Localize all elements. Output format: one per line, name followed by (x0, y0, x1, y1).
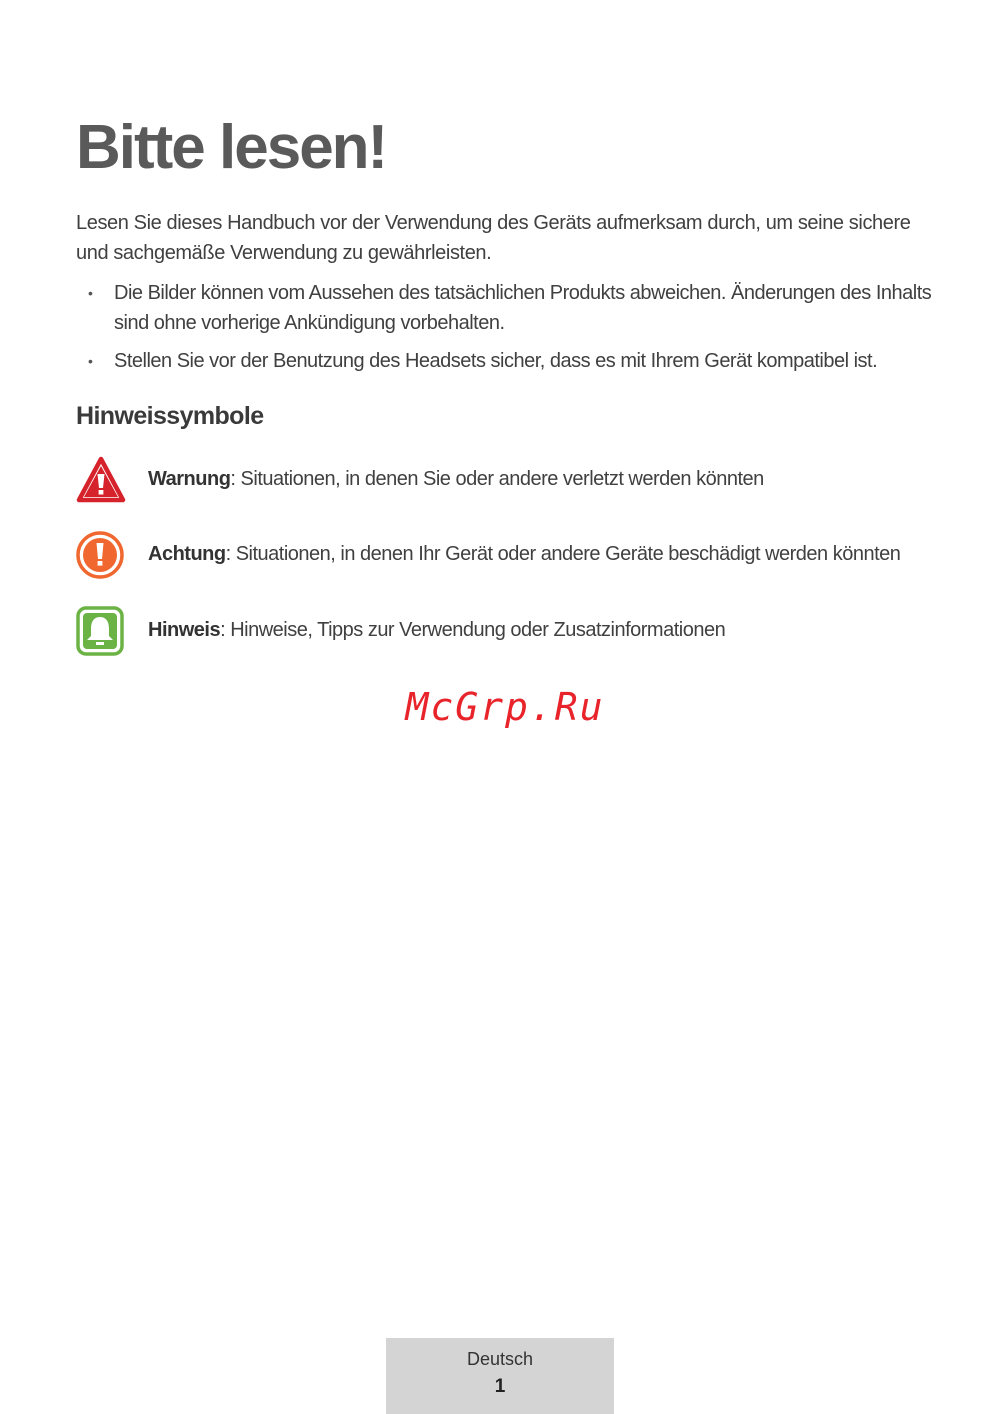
notice-warning (76, 455, 936, 507)
page-number: 1 (494, 1376, 506, 1397)
bullet-text: Die Bilder können vom Aussehen des tatsächlichen Produkts abweichen. Änderungen des Inhalts sind ohne vorherige Ankündigung vorbehalten. (114, 282, 932, 334)
notice-label: Warnung (148, 468, 231, 490)
notice-description: Hinweise, Tipps zur Verwendung oder Zusatzinformationen (225, 619, 726, 641)
intro-paragraph: Lesen Sie dieses Handbuch vor der Verwendung des Geräts aufmerksam durch, um seine sichere und sachgemäße Verwendung zu gewährleisten. (76, 212, 911, 264)
bullet-text: Stellen Sie vor der Benutzung des Headsets sicher, dass es mit Ihrem Gerät kompatibel ist. (114, 350, 878, 372)
watermark: McGrp.Ru (405, 685, 605, 729)
bullet-marker: • (88, 353, 93, 369)
footer-language: Deutsch (466, 1349, 534, 1369)
notice-separator: : (230, 468, 236, 490)
caution-circle-icon (76, 530, 126, 580)
notice-label: Hinweis (148, 619, 221, 641)
notice-label: Achtung (148, 543, 226, 565)
notice-text (148, 464, 938, 494)
bell-icon (76, 606, 126, 656)
bullet-marker: • (88, 285, 93, 301)
warning-triangle-icon (76, 455, 126, 505)
notice-text (148, 539, 938, 569)
bullet-item (76, 278, 946, 338)
notice-description: Situationen, in denen Ihr Gerät oder andere Geräte beschädigt werden könnten (230, 543, 901, 565)
page-footer (386, 1338, 614, 1414)
notice-caution (76, 530, 936, 590)
notice-hint (76, 606, 936, 658)
page-title: Bitte lesen! (76, 113, 387, 182)
notice-separator: : (225, 543, 231, 565)
section-heading: Hinweissymbole (76, 402, 264, 430)
notice-text (148, 615, 938, 645)
bullet-item (76, 346, 946, 376)
notice-description: Situationen, in denen Sie oder andere verletzt werden könnten (235, 468, 764, 490)
bullet-list (76, 278, 946, 384)
notice-separator: : (220, 619, 226, 641)
